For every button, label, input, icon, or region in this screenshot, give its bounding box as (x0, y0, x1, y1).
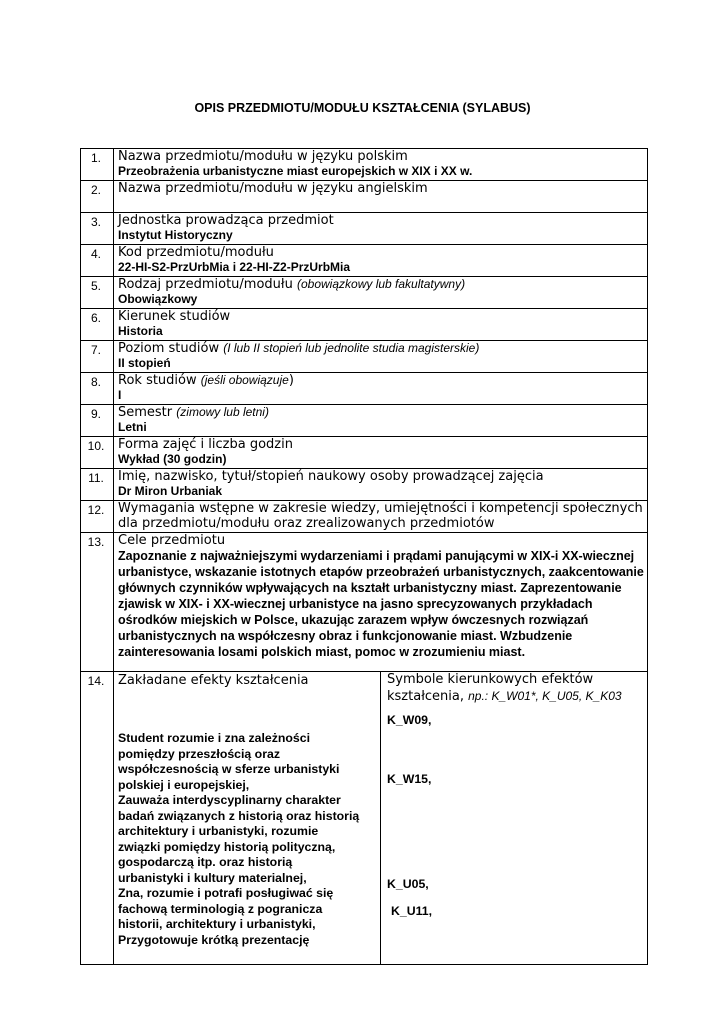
row-content (114, 213, 648, 245)
row-effects (81, 672, 648, 965)
effect-text-4: Przygotowuje krótką prezentację (118, 932, 310, 947)
row-12 (81, 501, 648, 533)
row-content (114, 149, 648, 181)
row-number: 9. (81, 405, 114, 437)
row-11 (81, 469, 648, 501)
row-content (114, 501, 648, 533)
row-label-text: Poziom studiów (118, 341, 220, 356)
row-2 (81, 181, 648, 213)
row-value: I (118, 388, 122, 402)
row-3 (81, 213, 648, 245)
row-content (114, 181, 648, 213)
row-hint: (obowiązkowy lub fakultatywny) (297, 277, 466, 291)
row-label (118, 213, 647, 228)
effects-cell (114, 672, 381, 965)
syllabus-rows (81, 149, 648, 533)
effects-label: Zakładane efekty kształcenia (118, 673, 309, 688)
row-number: 3. (81, 213, 114, 245)
row-value: Instytut Historyczny (118, 228, 233, 242)
row-label-text: Rodzaj przedmiotu/modułu (118, 277, 293, 292)
row-hint: (jeśli obowiązuje (200, 373, 289, 387)
row-label (118, 341, 647, 356)
row-content (114, 341, 648, 373)
row-label-text: Nazwa przedmiotu/modułu w języku polskim (118, 149, 408, 164)
row-7 (81, 341, 648, 373)
effect-symbol-1: K_W09, (387, 713, 432, 727)
effect-symbol-3: K_U05, (387, 877, 429, 891)
row-label (118, 469, 647, 484)
row-number: 12. (81, 501, 114, 533)
row-content (114, 245, 648, 277)
effect-symbol-4: K_U11, (391, 904, 433, 918)
row-label-text: Kod przedmiotu/modułu (118, 245, 274, 260)
effect-text-3: Zna, rozumie i potrafi posługiwać się fachową terminologią z pogranicza historii, architektury i urbanistyki, (118, 886, 334, 931)
row-label (118, 373, 647, 388)
row-value: Przeobrażenia urbanistyczne miast europejskich w XIX i XX w. (118, 164, 473, 178)
row-number: 5. (81, 277, 114, 309)
row-5 (81, 277, 648, 309)
row-label (118, 309, 647, 324)
row-number: 2. (81, 181, 114, 213)
row-value: II stopień (118, 356, 171, 370)
row-content (114, 277, 648, 309)
row-label-text: Semestr (118, 405, 173, 420)
row-value: Obowiązkowy (118, 292, 198, 306)
row-number: 11. (81, 469, 114, 501)
row-label-text: Wymagania wstępne w zakresie wiedzy, umiejętności i kompetencji społecznych dla przedmiotu/modułu oraz zrealizowanych przedmiotów (118, 501, 643, 531)
row-label (118, 277, 647, 292)
row-label-text: Jednostka prowadząca przedmiot (118, 213, 334, 228)
row-6 (81, 309, 648, 341)
row-label-text: Nazwa przedmiotu/modułu w języku angielskim (118, 181, 428, 196)
row-hint: (I lub II stopień lub jednolite studia magisterskie) (223, 341, 480, 355)
effect-text-2: Zauważa interdyscyplinarny charakter badań związanych z historią oraz historią architektury i urbanistyki, rozumie związki pomiędzy historią polityczną, gospodarczą itp. oraz historią urbanistyki i kultury materialnej, (118, 793, 360, 885)
row-number: 1. (81, 149, 114, 181)
row-label-text: Forma zajęć i liczba godzin (118, 437, 293, 452)
row-number: 4. (81, 245, 114, 277)
row-label-text: Kierunek studiów (118, 309, 231, 324)
row-content (114, 469, 648, 501)
row-value: Letni (118, 420, 147, 434)
row-label-text: Imię, nazwisko, tytuł/stopień naukowy osoby prowadzącej zajęcia (118, 469, 544, 484)
goals-cell (114, 533, 648, 672)
effect-text-1: Student rozumie i zna zależności pomiędzy przeszłością oraz współczesnością w sferze urbanistyki polskiej i europejskiej, (118, 731, 340, 792)
row-9 (81, 405, 648, 437)
row-label (118, 437, 647, 452)
row-value: Wykład (30 godzin) (118, 452, 227, 466)
symbols-example: np.: K_W01*, K_U05, K_K03 (468, 689, 622, 703)
goals-label: Cele przedmiotu (118, 533, 226, 548)
row-8 (81, 373, 648, 405)
row-content (114, 309, 648, 341)
row-hint-suffix: ) (288, 373, 294, 388)
row-label (118, 149, 647, 164)
row-10 (81, 437, 648, 469)
row-number: 7. (81, 341, 114, 373)
row-content (114, 405, 648, 437)
row-1 (81, 149, 648, 181)
syllabus-table (80, 148, 648, 965)
row-number: 10. (81, 437, 114, 469)
row-number: 8. (81, 373, 114, 405)
row-number: 14. (81, 672, 114, 965)
row-content (114, 373, 648, 405)
symbols-cell (381, 672, 648, 965)
row-goals (81, 533, 648, 672)
row-label (118, 501, 647, 531)
row-value: Historia (118, 324, 163, 338)
row-label (118, 245, 647, 260)
goals-text: Zapoznanie z najważniejszymi wydarzeniami i prądami panującymi w XIX-i XX-wiecznej urbanistyce, wskazanie istotnych etapów przeobrażeń urbanistycznych, zaakcentowanie głównych czynników wpływających na kształt urbanistyczny miast. Zaprezentowanie zjawisk w XIX- i XX-wiecznej urbanistyce na jasno sprecyzowanych przykładach ośrodków miejskich w Polsce, ukazując zarazem wpływ ówczesnych rozwiązań urbanistycznych na współczesny obraz i funkcjonowanie miast. Wzbudzenie zainteresowania losami polskich miast, pomoc w zrozumieniu miast. (118, 549, 644, 659)
row-value: Dr Miron Urbaniak (118, 484, 223, 498)
document-title: OPIS PRZEDMIOTU/MODUŁU KSZTAŁCENIA (SYLABUS) (194, 101, 531, 115)
row-label (118, 181, 647, 196)
row-hint: (zimowy lub letni) (176, 405, 269, 419)
row-number: 13. (81, 533, 114, 672)
symbols-header-text: Symbole kierunkowych efektów kształcenia, (387, 672, 594, 704)
row-content (114, 437, 648, 469)
effect-symbol-2: K_W15, (387, 772, 432, 786)
row-number: 6. (81, 309, 114, 341)
row-label (118, 405, 647, 420)
row-label-text: Rok studiów (118, 373, 197, 388)
row-value: 22-HI-S2-PrzUrbMia i 22-HI-Z2-PrzUrbMia (118, 260, 351, 274)
row-4 (81, 245, 648, 277)
symbols-header (387, 672, 647, 705)
